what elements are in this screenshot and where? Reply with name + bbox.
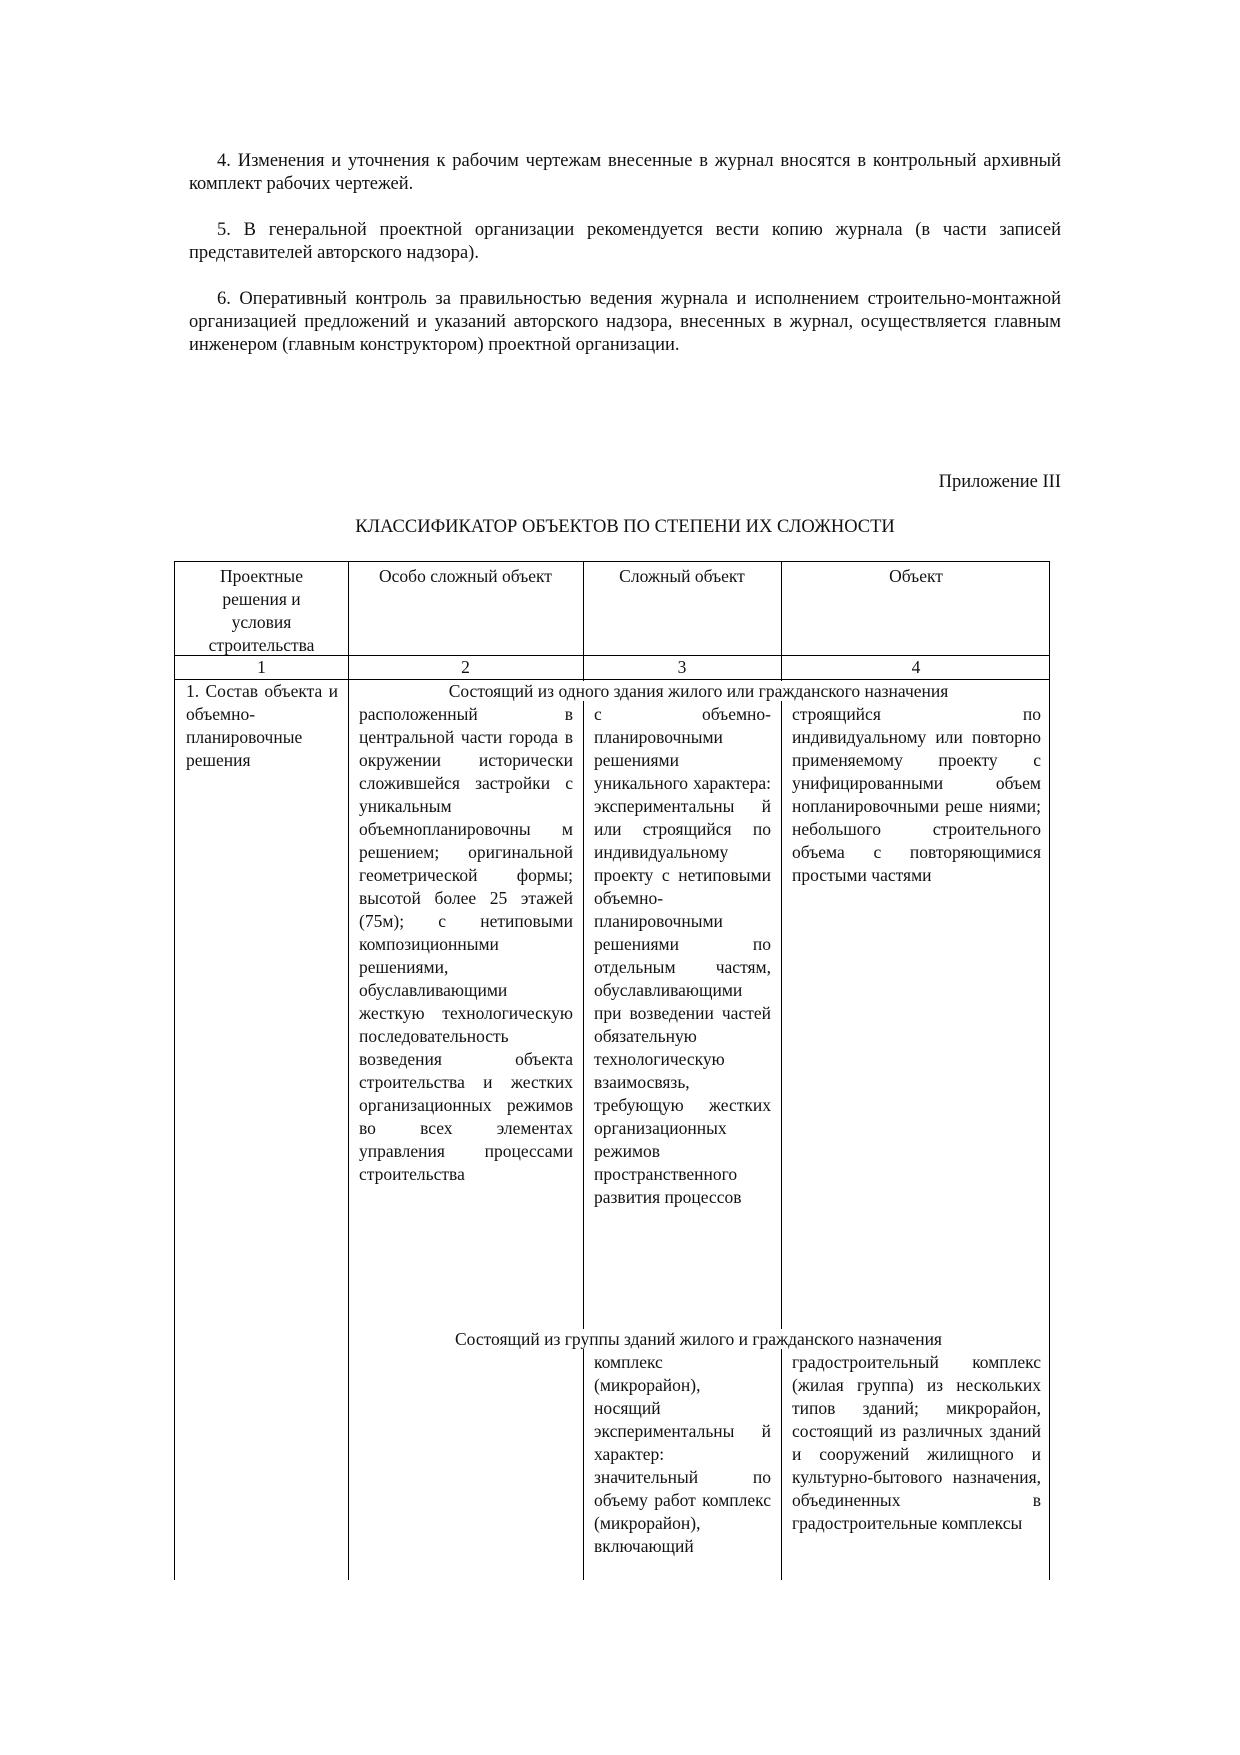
column-number-4: 4	[911, 657, 921, 677]
very-complex-cell: расположенный в центральной части города в окружении исторически сложившейся застройки с уникальным объемнопланировочны м решением; оригинальной геометрической формы; высотой более 25 этажей (75м); с нетиповыми композиционными решениями, обуславливающими жесткую технологическую последовательность возведения объекта строительства и жестких организационных режимов во всех элементах управления процессами строительства	[359, 704, 573, 1184]
span-heading-single-building: Состоящий из одного здания жилого или гражданского назначения	[448, 681, 949, 701]
paragraph-4: 4. Изменения и уточнения к рабочим чертежам внесенные в журнал вносятся в контрольный архивный комплект рабочих чертежей.	[189, 151, 1061, 194]
object-cell-group: градостроительный комплекс (жилая группа) из нескольких типов зданий; микрорайон, состоящий из различных зданий и сооружений жилищного и культурно-бытового назначения, объединенных в градостроительные комплексы	[792, 1352, 1041, 1533]
column-number-1: 1	[257, 657, 266, 677]
header-very-complex: Особо сложный объект	[379, 566, 552, 586]
complex-cell-group: комплекс (микрорайон), носящий экспериментальны й характер: значительный по объему работ комплекс (микрорайон), включающий	[594, 1352, 771, 1556]
header-criteria: Проектные решения и условия строительства	[208, 566, 315, 655]
column-number-3: 3	[677, 657, 687, 677]
paragraph-6: 6. Оперативный контроль за правильностью ведения журнала и исполнением строительно-монтажной организацией предложений и указаний авторского надзора, внесенных в журнал, осуществляется главным инженером (главным конструктором) проектной организации.	[189, 289, 1061, 355]
header-complex: Сложный объект	[619, 566, 745, 586]
header-object: Объект	[889, 566, 943, 586]
classifier-table	[174, 561, 1050, 1580]
column-number-2: 2	[461, 657, 470, 677]
criterion-cell: 1. Состав объекта и объемно-планировочные решения	[186, 681, 338, 770]
document-title: КЛАССИФИКАТОР ОБЪЕКТОВ ПО СТЕПЕНИ ИХ СЛОЖНОСТИ	[355, 517, 895, 537]
appendix-label: Приложение III	[938, 472, 1061, 492]
span-heading-building-group: Состоящий из группы зданий жилого и гражданского назначения	[455, 1329, 942, 1349]
complex-cell: с объемно-планировочными решениями уникального характера: экспериментальны й или строящийся по индивидуальному проекту с нетиповыми объемно-планировочными решениями по отдельным частям, обуславливающими при возведении частей обязательную технологическую взаимосвязь, требующую жестких организационных режимов пространственного развития процессов	[594, 704, 771, 1207]
paragraph-5: 5. В генеральной проектной организации рекомендуется вести копию журнала (в части записей представителей авторского надзора).	[189, 220, 1061, 263]
object-cell: строящийся по индивидуальному или повторно применяемому проекту с унифицированными объем нопланировочными реше ниями; небольшого строительного объема с повторяющимися простыми частями	[792, 704, 1041, 885]
